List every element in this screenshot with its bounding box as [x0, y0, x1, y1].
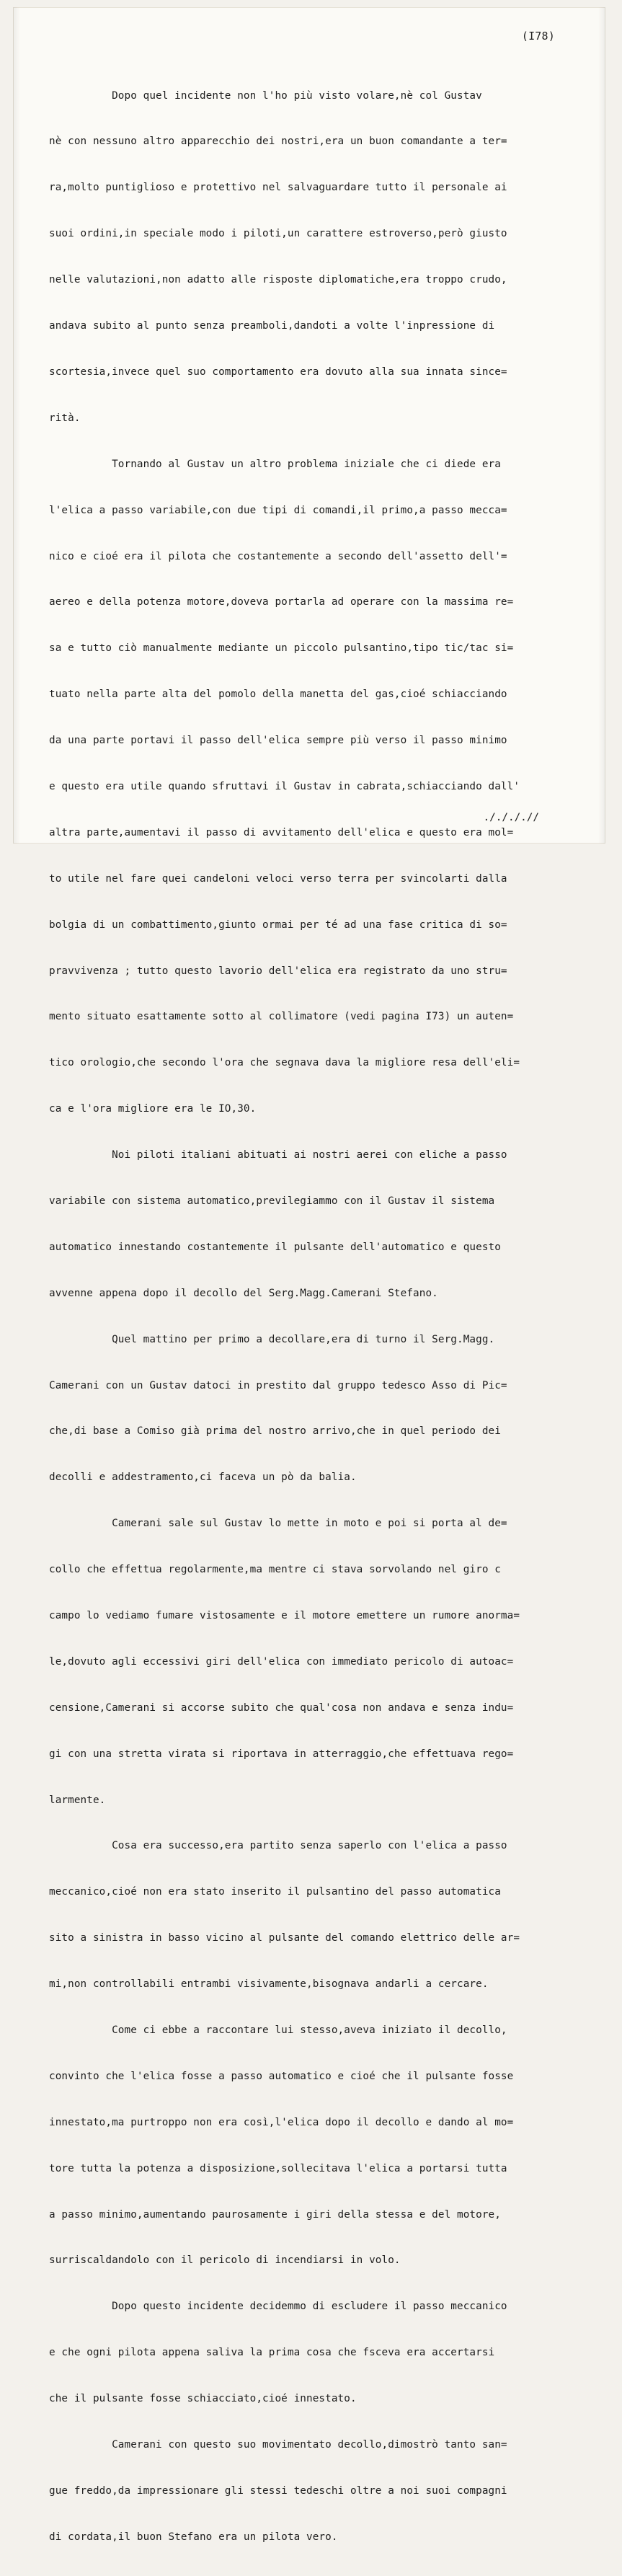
- text-line: che il pulsante fosse schiacciato,cioé innestato.: [49, 2393, 357, 2405]
- text-line: mi,non controllabili entrambi visivamente,bisognava andarli a cercare.: [49, 1978, 489, 1991]
- text-line: ca e l'ora migliore era le IO,30.: [49, 1103, 257, 1115]
- text-line: larmente.: [49, 1794, 106, 1806]
- text-line: tuato nella parte alta del pomolo della manetta del gas,cioé schiacciando: [49, 689, 507, 701]
- text-line: l'elica a passo variabile,con due tipi di comandi,il primo,a passo mecca=: [49, 504, 507, 516]
- text-line: Dopo questo incidente decidemmo di escludere il passo meccanico: [49, 2301, 507, 2313]
- text-line: variabile con sistema automatico,previlegiammo con il Gustav il sistema: [49, 1195, 495, 1207]
- text-line: Tornando al Gustav un altro problema iniziale che ci diede era: [49, 458, 501, 470]
- text-line: collo che effettua regolarmente,ma mentre ci stava sorvolando nel giro c: [49, 1564, 501, 1576]
- text-line: gi con una stretta virata si riportava in atterraggio,che effettuava rego=: [49, 1748, 514, 1760]
- typed-text-body: [49, 58, 597, 2576]
- text-line: surriscaldandolo con il pericolo di incendiarsi in volo.: [49, 2254, 401, 2267]
- text-line: to utile nel fare quei candeloni veloci verso terra per svincolarti dalla: [49, 872, 507, 885]
- end-mark: ././././/: [483, 812, 539, 823]
- text-line: mento situato esattamente sotto al collimatore (vedi pagina I73) un auten=: [49, 1011, 514, 1023]
- text-line: avvenne appena dopo il decollo del Serg.Magg.Camerani Stefano.: [49, 1287, 438, 1299]
- text-line: innestato,ma purtroppo non era così,l'elica dopo il decollo e dando al mo=: [49, 2116, 514, 2128]
- text-line: andava subito al punto senza preamboli,dandoti a volte l'inpressione di: [49, 320, 495, 332]
- text-line: e questo era utile quando sfruttavi il Gustav in cabrata,schiacciando dall': [49, 780, 520, 792]
- text-line: bolgia di un combattimento,giunto ormai per té ad una fase critica di so=: [49, 919, 507, 931]
- text-line: tore tutta la potenza a disposizione,sollecitava l'elica a portarsi tutta: [49, 2162, 507, 2174]
- text-line: Dopo quel incidente non l'ho più visto volare,nè col Gustav: [49, 89, 482, 102]
- text-line: Quel mattino per primo a decollare,era di turno il Serg.Magg.: [49, 1333, 495, 1345]
- text-line: sito a sinistra in basso vicino al pulsante del comando elettrico delle ar=: [49, 1932, 520, 1944]
- text-line: nelle valutazioni,non adatto alle risposte diplomatiche,era troppo crudo,: [49, 274, 507, 286]
- page-number: (I78): [521, 30, 555, 43]
- text-line: Camerani sale sul Gustav lo mette in moto e poi si porta al de=: [49, 1518, 507, 1530]
- text-line: Cosa era successo,era partito senza saperlo con l'elica a passo: [49, 1840, 507, 1852]
- text-line: rità.: [49, 412, 81, 424]
- text-line: Camerani con questo suo movimentato decollo,dimostrò tanto san=: [49, 2439, 507, 2451]
- text-line: nico e cioé era il pilota che costantemente a secondo dell'assetto dell'=: [49, 550, 507, 562]
- text-line: meccanico,cioé non era stato inserito il pulsantino del passo automatica: [49, 1886, 501, 1898]
- text-line: Camerani con un Gustav datoci in prestito dal gruppo tedesco Asso di Pic=: [49, 1379, 507, 1391]
- text-line: da una parte portavi il passo dell'elica sempre più verso il passo minimo: [49, 735, 507, 747]
- text-line: altra parte,aumentavi il passo di avvitamento dell'elica e questo era mol=: [49, 826, 514, 838]
- text-line: decolli e addestramento,ci faceva un pò da balia.: [49, 1471, 357, 1484]
- text-line: le,dovuto agli eccessivi giri dell'elica con immediato pericolo di autoac=: [49, 1655, 514, 1668]
- text-line: censione,Camerani si accorse subito che qual'cosa non andava e senza indu=: [49, 1701, 514, 1714]
- text-line: a passo minimo,aumentando paurosamente i giri della stessa e del motore,: [49, 2208, 501, 2221]
- text-line: suoi ordini,in speciale modo i piloti,un carattere estroverso,però giusto: [49, 228, 507, 240]
- text-line: automatico innestando costantemente il pulsante dell'automatico e questo: [49, 1241, 501, 1253]
- text-line: Noi piloti italiani abituati ai nostri aerei con eliche a passo: [49, 1149, 507, 1161]
- text-line: scortesia,invece quel suo comportamento era dovuto alla sua innata since=: [49, 366, 507, 378]
- text-line: aereo e della potenza motore,doveva portarla ad operare con la massima re=: [49, 596, 514, 608]
- text-line: Come ci ebbe a raccontare lui stesso,aveva iniziato il decollo,: [49, 2024, 507, 2036]
- text-line: e che ogni pilota appena saliva la prima cosa che fsceva era accertarsi: [49, 2347, 495, 2359]
- text-line: che,di base a Comiso già prima del nostro arrivo,che in quel periodo dei: [49, 1425, 501, 1438]
- text-line: convinto che l'elica fosse a passo automatico e cioé che il pulsante fosse: [49, 2070, 514, 2082]
- text-line: nè con nessuno altro apparecchio dei nostri,era un buon comandante a ter=: [49, 136, 507, 148]
- paper-left-edge: [13, 7, 20, 844]
- document-page: [13, 7, 605, 2543]
- text-line: di cordata,il buon Stefano era un pilota vero.: [49, 2531, 338, 2543]
- text-line: ra,molto puntiglioso e protettivo nel salvaguardare tutto il personale ai: [49, 182, 507, 194]
- text-line: tico orologio,che secondo l'ora che segnava dava la migliore resa dell'eli=: [49, 1057, 520, 1069]
- text-line: pravvivenza ; tutto questo lavorio dell'elica era registrato da uno stru=: [49, 965, 507, 977]
- text-line: sa e tutto ciò manualmente mediante un piccolo pulsantino,tipo tic/tac si=: [49, 642, 514, 655]
- text-line: gue freddo,da impressionare gli stessi tedeschi oltre a noi suoi compagni: [49, 2484, 507, 2497]
- paper-right-edge: [598, 7, 605, 844]
- text-line: campo lo vediamo fumare vistosamente e il motore emettere un rumore anorma=: [49, 1609, 520, 1621]
